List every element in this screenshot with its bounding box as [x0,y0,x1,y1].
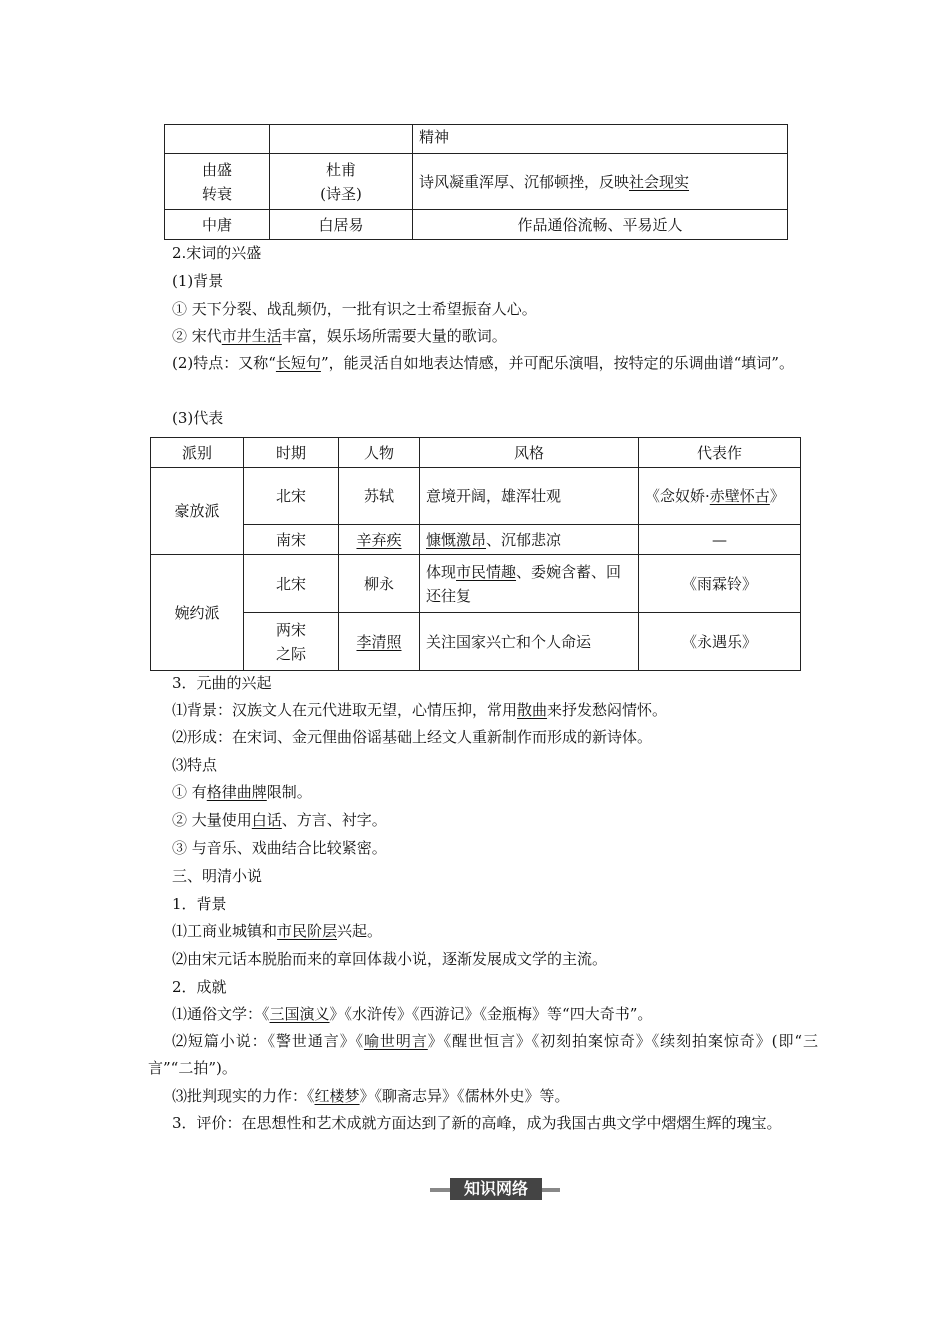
paragraph: ⑵形成：在宋词、金元俚曲俗谣基础上经文人重新制作而形成的新诗体。 [172,728,653,746]
table-cell: 李清照 [339,613,420,671]
table-cell: 白居易 [270,210,413,240]
subheading: 2．成就 [172,978,227,996]
paragraph: ⑴背景：汉族文人在元代进取无望，心情压抑，常用散曲来抒发愁闷情怀。 [172,701,668,719]
table-cell: 苏轼 [339,468,420,525]
song-ci-table [150,437,801,671]
banner-label: 知识网络 [450,1178,542,1200]
table-header: 风格 [420,438,639,468]
table-cell: 柳永 [339,555,420,613]
subheading: (3)代表 [172,409,224,427]
section-heading: 3．元曲的兴起 [172,674,272,692]
table-cell: 辛弃疾 [339,525,420,555]
table-cell: 精神 [413,125,788,154]
subheading: (1)背景 [172,272,224,290]
knowledge-network-banner [430,1178,560,1202]
table-cell: 作品通俗流畅、平易近人 [413,210,788,240]
subheading: ⑶特点 [172,756,218,774]
table-cell: 《永遇乐》 [639,613,801,671]
table-cell: 意境开阔，雄浑壮观 [420,468,639,525]
table-cell: 婉约派 [151,555,244,671]
table-cell: 北宋 [244,555,339,613]
paragraph: ⑶批判现实的力作：《红楼梦》《聊斋志异》《儒林外史》等。 [172,1087,570,1105]
table-cell: 《念奴娇·赤壁怀古》 [639,468,801,525]
table-cell: 关注国家兴亡和个人命运 [420,613,639,671]
table-cell: 豪放派 [151,468,244,555]
paragraph: ① 天下分裂、战乱频仍，一批有识之士希望振奋人心。 [172,300,537,318]
table-header: 人物 [339,438,420,468]
banner-rule [430,1188,450,1192]
table-cell: 诗风凝重浑厚、沉郁顿挫，反映社会现实 [413,154,788,210]
banner-rule [542,1188,560,1192]
table-cell: 体现市民情趣、委婉含蓄、回还往复 [420,555,639,613]
table-cell: 中唐 [165,210,270,240]
table-cell: 由盛 转衰 [165,154,270,210]
table-header: 时期 [244,438,339,468]
table-cell: 北宋 [244,468,339,525]
tang-poetry-table [164,124,788,240]
table-cell: 杜甫 (诗圣) [270,154,413,210]
paragraph: ⑵由宋元话本脱胎而来的章回体裁小说，逐渐发展成文学的主流。 [172,950,608,968]
paragraph: ① 有格律曲牌限制。 [172,783,312,801]
paragraph: ⑴通俗文学：《三国演义》《水浒传》《西游记》《金瓶梅》等“四大奇书”。 [172,1005,653,1023]
section-heading: 三、明清小说 [172,867,263,885]
table-cell: — [639,525,801,555]
paragraph: ⑵短篇小说：《警世通言》《喻世明言》《醒世恒言》《初刻拍案惊奇》《续刻拍案惊奇》(即“三言”“二拍”)。 [148,1032,818,1077]
table-header: 派别 [151,438,244,468]
table-cell: 《雨霖铃》 [639,555,801,613]
table-cell: 慷慨激昂、沉郁悲凉 [420,525,639,555]
paragraph: ③ 与音乐、戏曲结合比较紧密。 [172,839,387,857]
paragraph: ⑴工商业城镇和市民阶层兴起。 [172,922,383,940]
paragraph: ② 宋代市井生活丰富，娱乐场所需要大量的歌词。 [172,327,507,345]
paragraph: (2)特点：又称“长短句”，能灵活自如地表达情感，并可配乐演唱，按特定的乐调曲谱“填词”。 [172,354,794,372]
table-cell: 南宋 [244,525,339,555]
section-heading: 2.宋词的兴盛 [172,244,262,262]
subheading: 1．背景 [172,895,227,913]
table-cell: 两宋 之际 [244,613,339,671]
table-header: 代表作 [639,438,801,468]
paragraph: ② 大量使用白话、方言、衬字。 [172,811,387,829]
paragraph: 3．评价：在思想性和艺术成就方面达到了新的高峰，成为我国古典文学中熠熠生辉的瑰宝。 [172,1114,782,1132]
